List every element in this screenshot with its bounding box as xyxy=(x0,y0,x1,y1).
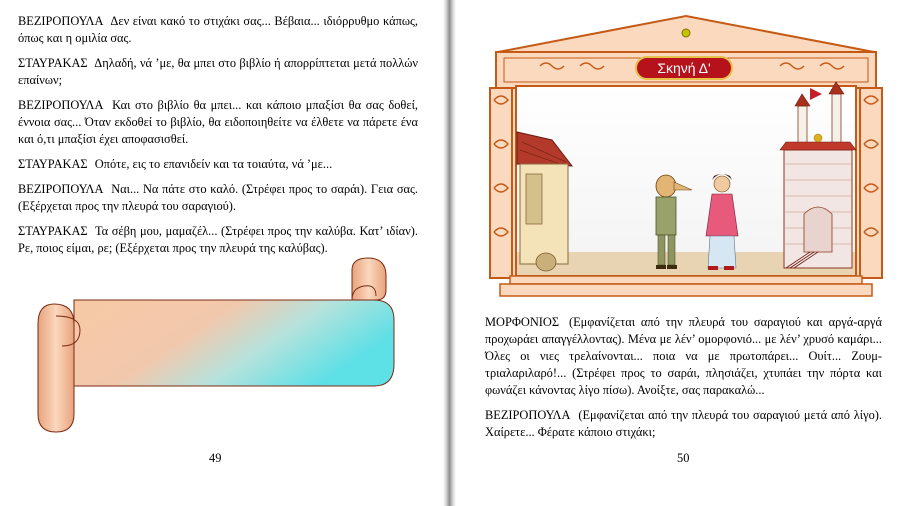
speaker-name: ΒΕΖΙΡΟΠΟΥΛΑ xyxy=(18,182,104,196)
page-number: 50 xyxy=(677,451,690,465)
book-gutter xyxy=(443,0,456,506)
speaker-name: ΒΕΖΙΡΟΠΟΥΛΑ xyxy=(18,98,104,112)
dialogue-line xyxy=(18,97,418,148)
left-page xyxy=(0,0,443,506)
scroll-banner-icon xyxy=(34,254,402,442)
speaker-name: ΒΕΖΙΡΟΠΟΥΛΑ xyxy=(485,408,571,422)
page-number: 49 xyxy=(209,451,222,465)
dialogue-text: Τα σέβη μου, μαμαζέλ... (Στρέφει προς την καλύβα. Κατ’ ιδίαν). Ρε, ποιος είμαι, ρε; (Εξέρχεται προς την πλευρά της καλύβας). xyxy=(18,224,418,255)
dialogue-text: Και στο βιβλίο θα μπει... και κάποιο μπαξίσι θα σας δοθεί, έννοια σας... Όταν εκδοθεί το βιβλίο, θα ειδοποιηθείτε να έλθετε να πάρετε ένα και ό,τι μπαξίσι έχει αποφασισθεί. xyxy=(18,98,418,146)
speaker-name: ΣΤΑΥΡΑΚΑΣ xyxy=(18,56,88,70)
dialogue-line xyxy=(485,407,882,441)
dialogue-line xyxy=(18,156,418,173)
dialogue-line xyxy=(18,223,418,257)
dialogue-line xyxy=(18,13,418,47)
speaker-name: ΣΤΑΥΡΑΚΑΣ xyxy=(18,224,88,238)
speaker-name: ΜΟΡΦΟΝΙΟΣ xyxy=(485,315,560,329)
dialogue-text: Δηλαδή, νά ’με, θα μπει στο βιβλίο ή απορρίπτεται μετά πολλών επαίνων; xyxy=(18,56,419,87)
speaker-name: ΒΕΖΙΡΟΠΟΥΛΑ xyxy=(18,14,104,28)
left-dialogue xyxy=(18,13,418,265)
dialogue-line xyxy=(18,181,418,215)
dialogue-line xyxy=(18,55,418,89)
dialogue-text: (Εμφανίζεται από την πλευρά του σαραγιού μετά από λίγο). Χαίρετε... Φέρατε κάποιο στιχάκι; xyxy=(485,408,882,439)
scene-title: Σκηνή Δ' xyxy=(657,60,711,76)
dialogue-text: Οπότε, εις το επανιδείν και τα τοιαύτα, νά ’με... xyxy=(94,157,333,171)
right-page xyxy=(456,0,901,506)
dialogue-text: Ναι... Να πάτε στο καλό. (Στρέφει προς το σαράι). Γεια σας. (Εξέρχεται προς την πλευρά του σαραγιού). xyxy=(18,182,418,213)
right-dialogue xyxy=(485,314,882,449)
theater-stage-icon xyxy=(480,14,892,300)
speaker-name: ΣΤΑΥΡΑΚΑΣ xyxy=(18,157,88,171)
dialogue-text: Δεν είναι κακό το στιχάκι σας... Βέβαια... ιδιόρρυθμο κάπως, όπως και η ομιλία σας. xyxy=(18,14,418,45)
dialogue-text: (Εμφανίζεται από την πλευρά του σαραγιού και αργά-αργά προχωράει απαγγέλλοντας). Μένα με λέν’ ομορφονιό... με λέν’ χρυσό καμάρι... Όλες οι νιες τρελαίνονται... ποια να με πρωτοπάρει... Ουίτ... Ζουμ-τριαλαριλαρό!... (Στρέφει προς το σαράι, πλησιάζει, χτυπάει την πόρτα και φωνάζει κάνοντας λίγο πίσω). Ανοίξτε, σας παρακαλώ... xyxy=(485,315,882,397)
dialogue-line xyxy=(485,314,882,399)
